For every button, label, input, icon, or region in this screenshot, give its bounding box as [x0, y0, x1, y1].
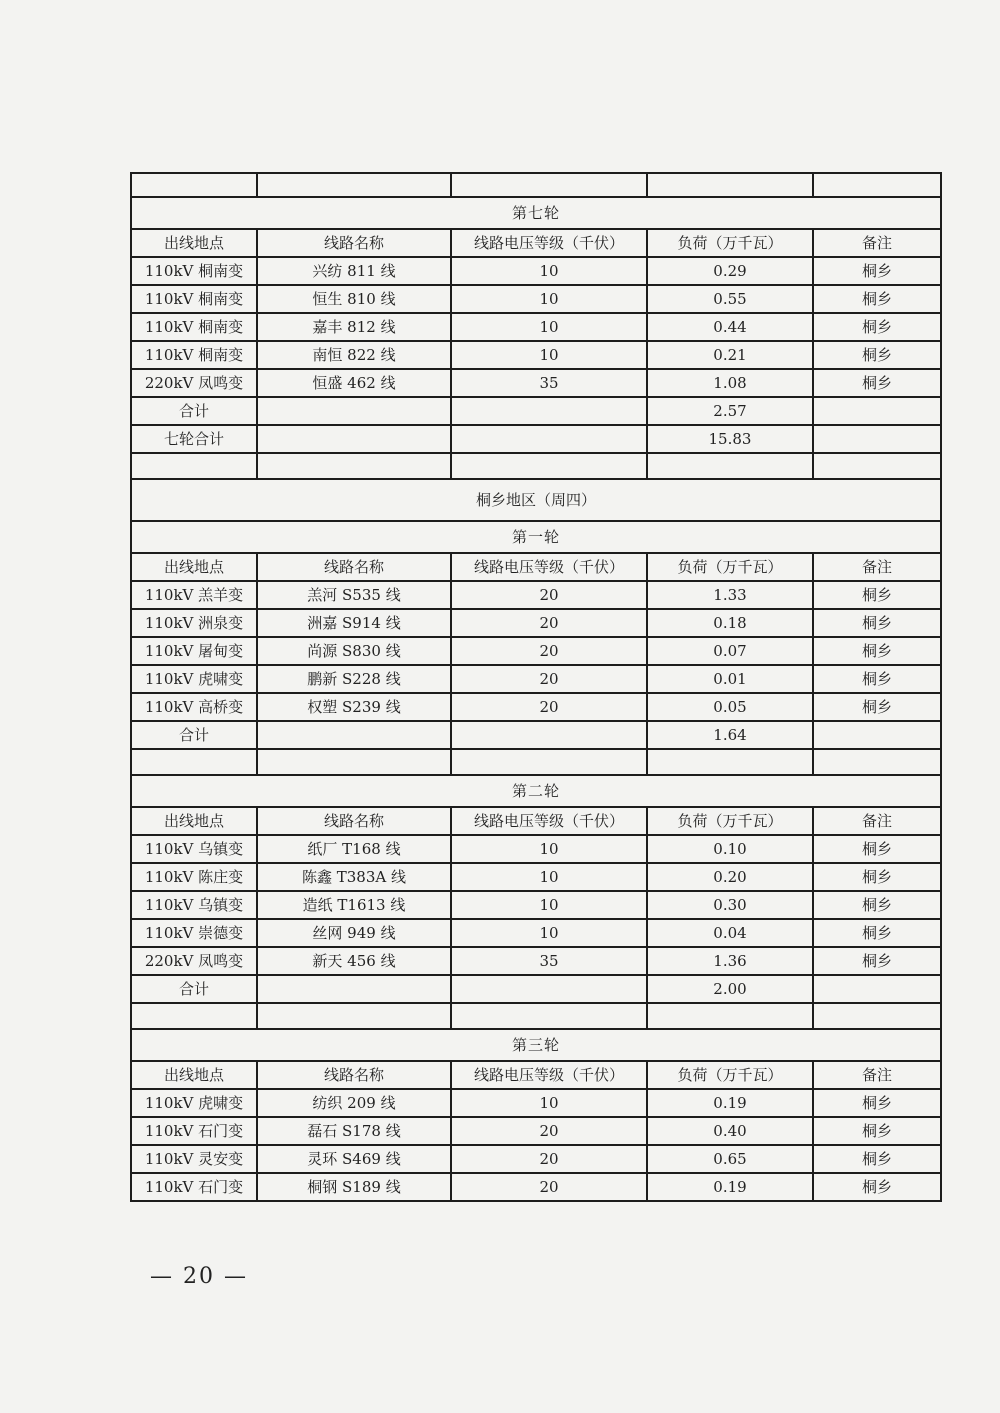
total-row: 七轮合计 15.83 [131, 425, 941, 453]
col-header-location: 出线地点 [131, 229, 257, 257]
section-title: 第三轮 [131, 1029, 941, 1061]
table-row: 110kV 桐南变 嘉丰 812 线 10 0.44 桐乡 [131, 313, 941, 341]
table-row [131, 453, 941, 479]
table-row: 110kV 洲泉变 洲嘉 S914 线 20 0.18 桐乡 [131, 609, 941, 637]
col-header-load: 负荷（万千瓦） [647, 229, 813, 257]
table-row: 110kV 乌镇变 造纸 T1613 线 10 0.30 桐乡 [131, 891, 941, 919]
table-row: 220kV 凤鸣变 恒盛 462 线 35 1.08 桐乡 [131, 369, 941, 397]
table-row: 110kV 屠甸变 尚源 S830 线 20 0.07 桐乡 [131, 637, 941, 665]
subtotal-row: 合计 2.57 [131, 397, 941, 425]
page-number: — 20 — [150, 1264, 248, 1289]
subtotal-row: 合计 1.64 [131, 721, 941, 749]
table-row: 110kV 桐南变 恒生 810 线 10 0.55 桐乡 [131, 285, 941, 313]
table-row: 110kV 灵安变 灵环 S469 线 20 0.65 桐乡 [131, 1145, 941, 1173]
table-row [131, 1003, 941, 1029]
col-header-note: 备注 [813, 229, 941, 257]
table-row [131, 173, 941, 197]
section-title: 第七轮 [131, 197, 941, 229]
table-row: 110kV 桐南变 兴纺 811 线 10 0.29 桐乡 [131, 257, 941, 285]
table-row: 110kV 崇德变 丝网 949 线 10 0.04 桐乡 [131, 919, 941, 947]
header-row: 出线地点 线路名称 线路电压等级（千伏） 负荷（万千瓦） 备注 [131, 807, 941, 835]
load-shedding-table [130, 172, 942, 1202]
col-header-line: 线路名称 [257, 229, 451, 257]
table-row: 110kV 乌镇变 纸厂 T168 线 10 0.10 桐乡 [131, 835, 941, 863]
table-row: 110kV 高桥变 权塑 S239 线 20 0.05 桐乡 [131, 693, 941, 721]
table-row: 110kV 虎啸变 纺织 209 线 10 0.19 桐乡 [131, 1089, 941, 1117]
table-row [131, 749, 941, 775]
subtotal-row: 合计 2.00 [131, 975, 941, 1003]
section-title: 第一轮 [131, 521, 941, 553]
section-title: 第二轮 [131, 775, 941, 807]
header-row: 出线地点 线路名称 线路电压等级（千伏） 负荷（万千瓦） 备注 [131, 553, 941, 581]
table-row: 110kV 石门变 磊石 S178 线 20 0.40 桐乡 [131, 1117, 941, 1145]
table-row: 110kV 虎啸变 鹏新 S228 线 20 0.01 桐乡 [131, 665, 941, 693]
table-row: 110kV 桐南变 南恒 822 线 10 0.21 桐乡 [131, 341, 941, 369]
table-row: 110kV 羔羊变 羔河 S535 线 20 1.33 桐乡 [131, 581, 941, 609]
header-row [131, 229, 941, 257]
header-row: 出线地点 线路名称 线路电压等级（千伏） 负荷（万千瓦） 备注 [131, 1061, 941, 1089]
table-row: 110kV 石门变 桐钢 S189 线 20 0.19 桐乡 [131, 1173, 941, 1201]
col-header-voltage: 线路电压等级（千伏） [451, 229, 647, 257]
region-title: 桐乡地区（周四） [131, 479, 941, 521]
table-row: 220kV 凤鸣变 新天 456 线 35 1.36 桐乡 [131, 947, 941, 975]
table-row: 110kV 陈庄变 陈鑫 T383A 线 10 0.20 桐乡 [131, 863, 941, 891]
